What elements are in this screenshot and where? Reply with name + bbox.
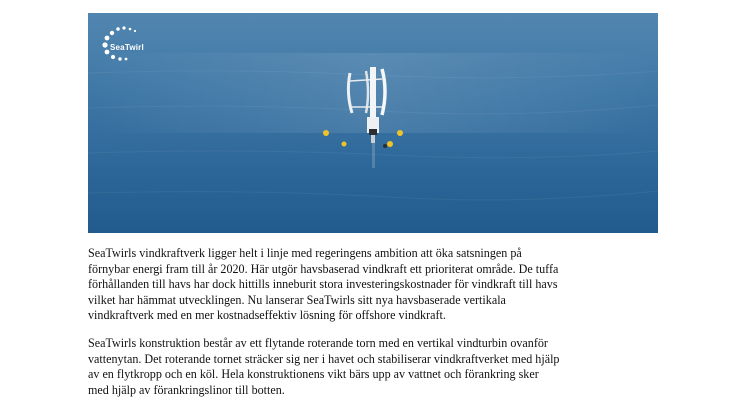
text-line: vindkraftverk med en mer kostnadseffektiv lösning för offshore vindkraft. (88, 308, 446, 323)
text-line: vattenytan. Det roterande tornet sträcker sig ner i havet och stabiliserar vindkraftverket med hjälp (88, 351, 560, 366)
text-line: med hjälp av förankringslinor till botten. (88, 382, 285, 397)
article-body (88, 246, 668, 398)
text-line: SeaTwirls konstruktion består av ett flytande roterande torn med en vertikal vindturbin ovanför (88, 335, 548, 350)
hero-photo (88, 13, 658, 233)
text-line: vilket har hämmat utvecklingen. Nu lanserar SeaTwirls sitt nya havsbaserade vertikala (88, 292, 506, 307)
seatwirl-logo-text: SeaTwirl (110, 43, 144, 52)
paragraph-1 (88, 246, 668, 324)
paragraph-2 (88, 336, 668, 398)
text-line: förhållanden till havs har dock hittills inneburit stora investeringskostnader för vindkraft till havs (88, 277, 558, 292)
text-line: av en flytkropp och en köl. Hela konstruktionens vikt bärs upp av vattnet och förankring sker (88, 367, 539, 382)
text-line: SeaTwirls vindkraftverk ligger helt i linje med regeringens ambition att öka satsningen på (88, 246, 522, 260)
text-line: förnybar energi fram till år 2020. Här utgör havsbaserad vindkraft ett prioriterat område. De tuffa (88, 261, 559, 276)
